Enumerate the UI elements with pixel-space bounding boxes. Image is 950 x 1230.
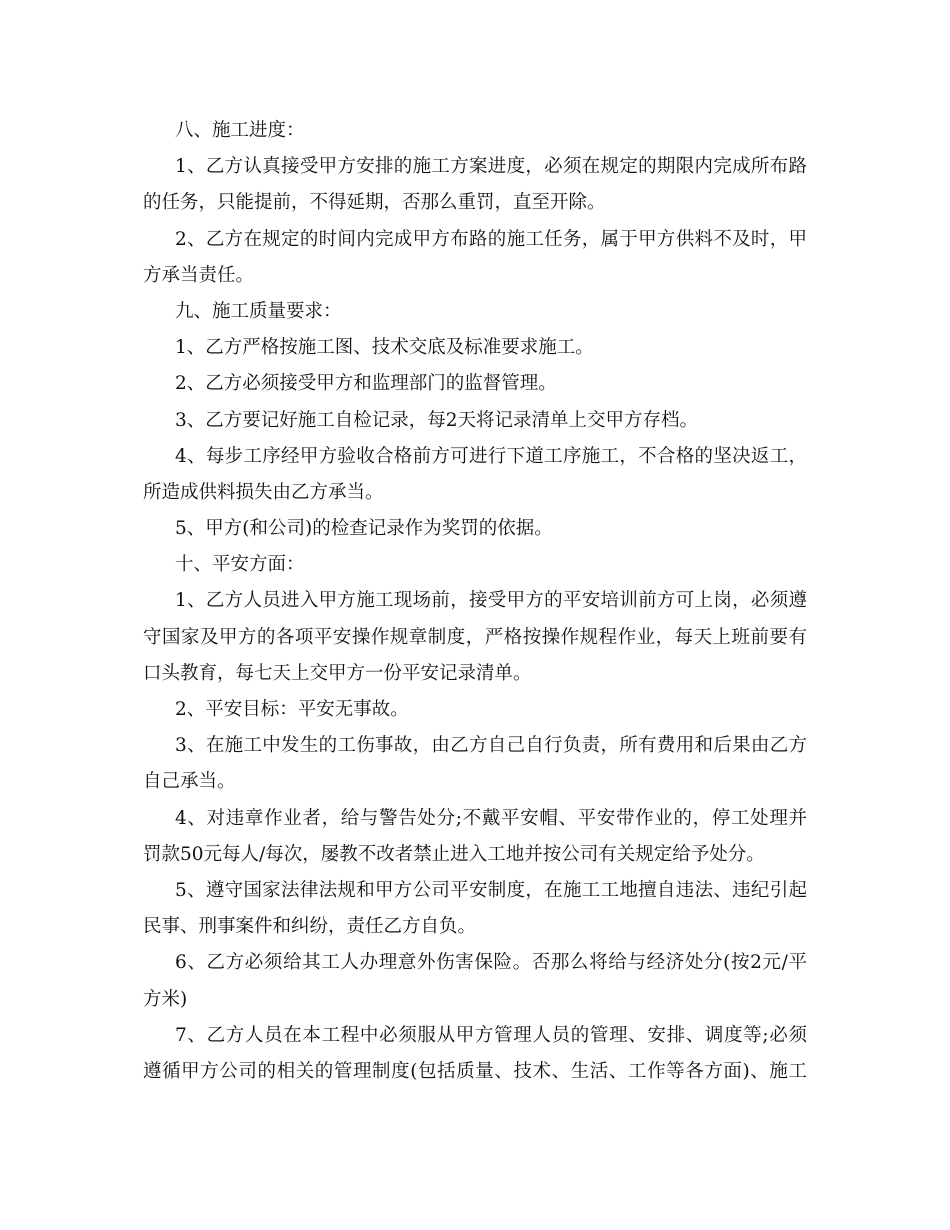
paragraph <box>143 403 807 439</box>
paragraph <box>143 330 807 366</box>
text-line: 2、乙方在规定的时间内完成甲方布路的施工任务，属于甲方供料不及时，甲 <box>175 228 807 250</box>
text-line: 方米) <box>143 988 188 1010</box>
text-line: 2、乙方必须接受甲方和监理部门的监督管理。 <box>175 373 557 395</box>
text-line: 罚款50元每人/每次，屡教不改者禁止进入工地并按公司有关规定给予处分。 <box>143 843 765 865</box>
text-line: 八、施工进度： <box>175 120 305 141</box>
paragraph <box>143 222 807 294</box>
text-line: 九、施工质量要求： <box>175 300 342 322</box>
paragraph <box>143 945 807 1017</box>
document-body <box>143 113 807 1090</box>
text-line: 遵循甲方公司的相关的管理制度(包括质量、技术、生活、工作等各方面)、施工 <box>143 1060 807 1082</box>
text-line: 民事、刑事案件和纠纷，责任乙方自负。 <box>143 916 477 938</box>
text-line: 3、在施工中发生的工伤事故，由乙方自己自行负责，所有费用和后果由乙方 <box>175 735 807 757</box>
text-line: 方承当责任。 <box>143 264 255 286</box>
text-line: 7、乙方人员在本工程中必须服从甲方管理人员的管理、安排、调度等;必须 <box>175 1024 807 1046</box>
text-line: 4、每步工序经甲方验收合格前方可进行下道工序施工，不合格的坚决返工， <box>175 445 807 467</box>
text-line: 2、平安目标：平安无事故。 <box>175 699 409 720</box>
paragraph <box>143 801 807 873</box>
paragraph <box>143 439 807 511</box>
text-line: 5、甲方(和公司)的检查记录作为奖罚的依据。 <box>175 518 553 540</box>
paragraph <box>143 149 807 221</box>
paragraph <box>143 366 807 402</box>
paragraph <box>143 583 807 692</box>
text-line: 1、乙方认真接受甲方安排的施工方案进度，必须在规定的期限内完成所布路 <box>175 156 807 178</box>
text-line: 5、遵守国家法律法规和甲方公司平安制度，在施工工地擅自违法、违纪引起 <box>175 879 807 901</box>
text-line: 守国家及甲方的各项平安操作规章制度，严格按操作规程作业，每天上班前要有 <box>143 626 807 648</box>
paragraph <box>143 113 807 149</box>
text-line: 口头教育，每七天上交甲方一份平安记录清单。 <box>143 662 532 684</box>
paragraph <box>143 1018 807 1090</box>
paragraph <box>143 294 807 330</box>
text-line: 3、乙方要记好施工自检记录，每2天将记录清单上交甲方存档。 <box>175 409 699 431</box>
paragraph <box>143 728 807 800</box>
text-line: 6、乙方必须给其工人办理意外伤害保险。否那么将给与经济处分(按2元/平 <box>175 952 807 974</box>
text-line: 十、平安方面： <box>175 554 305 576</box>
text-line: 4、对违章作业者，给与警告处分;不戴平安帽、平安带作业的，停工处理并 <box>175 807 807 829</box>
text-line: 自己承当。 <box>143 771 236 793</box>
paragraph <box>143 692 807 728</box>
text-line: 所造成供料损失由乙方承当。 <box>143 481 384 503</box>
text-line: 的任务，只能提前，不得延期，否那么重罚，直至开除。 <box>143 192 606 214</box>
text-line: 1、乙方严格按施工图、技术交底及标准要求施工。 <box>175 337 594 359</box>
text-line: 1、乙方人员进入甲方施工现场前，接受甲方的平安培训前方可上岗，必须遵 <box>175 590 807 612</box>
paragraph <box>143 873 807 945</box>
paragraph <box>143 511 807 547</box>
paragraph <box>143 547 807 583</box>
